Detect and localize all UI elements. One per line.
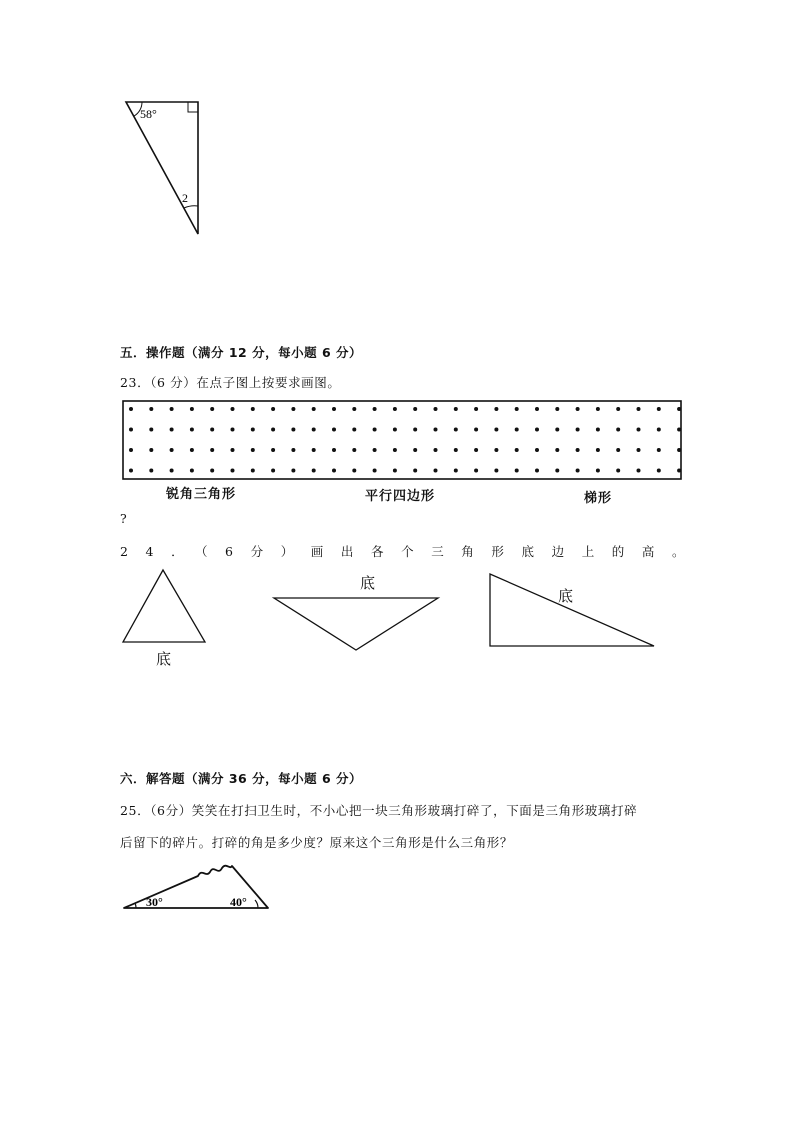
grid-dot	[373, 407, 377, 411]
grid-dot	[170, 407, 174, 411]
grid-dot	[231, 407, 235, 411]
grid-dot	[251, 469, 255, 473]
grid-dot	[312, 469, 316, 473]
grid-dot	[149, 407, 153, 411]
grid-dot	[454, 469, 458, 473]
grid-dot	[596, 448, 600, 452]
grid-dot	[576, 407, 580, 411]
grid-dot	[231, 428, 235, 432]
grid-dot	[291, 448, 295, 452]
grid-dot	[413, 448, 417, 452]
section5-heading: 五．操作题（满分 12 分，每小题 6 分）	[120, 345, 363, 360]
grid-dot	[657, 448, 661, 452]
grid-dot	[271, 407, 275, 411]
q24-text: 24．（6分）画出各个三角形底边上的高。	[120, 544, 703, 559]
grid-dot	[677, 469, 681, 473]
grid-dot	[616, 407, 620, 411]
grid-dot	[231, 448, 235, 452]
grid-dot	[616, 448, 620, 452]
grid-dot	[596, 428, 600, 432]
grid-dot	[434, 407, 438, 411]
grid-dot	[494, 407, 498, 411]
grid-dot	[149, 428, 153, 432]
grid-dot	[555, 428, 559, 432]
grid-dot	[291, 428, 295, 432]
grid-dot	[434, 448, 438, 452]
grid-dot	[210, 469, 214, 473]
grid-dot	[393, 407, 397, 411]
grid-dot	[576, 469, 580, 473]
grid-dot	[129, 469, 133, 473]
grid-dot	[657, 469, 661, 473]
grid-dot	[494, 448, 498, 452]
grid-dot	[129, 407, 133, 411]
grid-dot	[677, 407, 681, 411]
grid-dot	[413, 428, 417, 432]
base-label-3: 底	[558, 587, 574, 605]
grid-dot	[129, 448, 133, 452]
grid-dot	[170, 448, 174, 452]
grid-dot	[271, 469, 275, 473]
grid-dot	[210, 448, 214, 452]
grid-dot	[637, 428, 641, 432]
grid-dot	[352, 448, 356, 452]
triangle-2	[270, 594, 442, 654]
grid-dot	[149, 469, 153, 473]
grid-dot	[271, 428, 275, 432]
grid-dot	[677, 448, 681, 452]
grid-dot	[352, 428, 356, 432]
grid-dot	[291, 469, 295, 473]
grid-dot	[474, 407, 478, 411]
grid-dot	[494, 428, 498, 432]
grid-dot	[231, 469, 235, 473]
grid-dot	[535, 428, 539, 432]
grid-dot	[474, 428, 478, 432]
angle-2-label: 2	[182, 191, 188, 205]
grid-dot	[312, 428, 316, 432]
grid-dot	[535, 469, 539, 473]
question-mark: ?	[120, 511, 128, 526]
grid-dot	[474, 469, 478, 473]
grid-dot	[312, 448, 316, 452]
q23-text: 23．（6 分）在点子图上按要求画图。	[120, 375, 341, 390]
grid-dot	[149, 448, 153, 452]
grid-dot	[413, 469, 417, 473]
dot-grid	[122, 400, 682, 480]
grid-dot	[637, 407, 641, 411]
grid-dot	[657, 428, 661, 432]
q25-line1: 25．（6分）笑笑在打扫卫生时，不小心把一块三角形玻璃打碎了，下面是三角形玻璃打碎	[120, 803, 638, 818]
grid-dot	[312, 407, 316, 411]
grid-dot	[393, 428, 397, 432]
grid-dot	[190, 448, 194, 452]
grid-dot	[332, 469, 336, 473]
grid-dot	[413, 407, 417, 411]
grid-dot	[170, 428, 174, 432]
grid-dot	[515, 469, 519, 473]
grid-dot	[291, 407, 295, 411]
angle-58-label: 58°	[140, 107, 157, 121]
grid-dot	[555, 407, 559, 411]
grid-dot	[434, 469, 438, 473]
grid-dot	[129, 428, 133, 432]
grid-dot	[535, 407, 539, 411]
grid-dot	[494, 469, 498, 473]
grid-dot	[515, 428, 519, 432]
base-label-1: 底	[156, 650, 172, 668]
grid-dot	[373, 448, 377, 452]
grid-dot	[170, 469, 174, 473]
grid-dot	[637, 448, 641, 452]
grid-dot	[190, 428, 194, 432]
grid-dot	[332, 407, 336, 411]
broken-triangle-figure	[120, 858, 275, 914]
grid-dot	[616, 428, 620, 432]
grid-dot	[576, 448, 580, 452]
grid-dot	[434, 428, 438, 432]
grid-dot	[657, 407, 661, 411]
grid-dot	[190, 407, 194, 411]
grid-dot	[596, 469, 600, 473]
grid-dot	[596, 407, 600, 411]
label-parallelogram: 平行四边形	[365, 489, 436, 504]
grid-dot	[251, 448, 255, 452]
grid-dot	[555, 469, 559, 473]
grid-dot	[373, 469, 377, 473]
grid-dot	[373, 428, 377, 432]
triangle-3	[486, 570, 658, 650]
q25-line2: 后留下的碎片。打碎的角是多少度？原来这个三角形是什么三角形？	[120, 835, 514, 850]
grid-dot	[515, 407, 519, 411]
base-label-2: 底	[360, 574, 376, 592]
grid-dot	[271, 448, 275, 452]
grid-dot	[210, 407, 214, 411]
grid-dot	[210, 428, 214, 432]
grid-dot	[677, 428, 681, 432]
grid-dot	[352, 407, 356, 411]
grid-dot	[454, 448, 458, 452]
grid-dot	[190, 469, 194, 473]
right-triangle-figure	[120, 96, 210, 241]
grid-dot	[454, 428, 458, 432]
grid-dot	[454, 407, 458, 411]
grid-dot	[352, 469, 356, 473]
grid-dot	[637, 469, 641, 473]
grid-dot	[393, 469, 397, 473]
label-trapezoid: 梯形	[584, 491, 613, 506]
triangle-1	[118, 566, 212, 646]
grid-dot	[251, 407, 255, 411]
grid-dot	[393, 448, 397, 452]
angle-40-label: 40°	[230, 895, 247, 909]
grid-dot	[555, 448, 559, 452]
grid-dot	[474, 448, 478, 452]
grid-dot	[535, 448, 539, 452]
label-acute-triangle: 锐角三角形	[166, 487, 237, 502]
section6-heading: 六．解答题（满分 36 分，每小题 6 分）	[120, 771, 363, 786]
grid-dot	[332, 428, 336, 432]
grid-dot	[616, 469, 620, 473]
grid-dot	[251, 428, 255, 432]
grid-dot	[332, 448, 336, 452]
grid-dot	[515, 448, 519, 452]
angle-30-label: 30°	[146, 895, 163, 909]
grid-dot	[576, 428, 580, 432]
